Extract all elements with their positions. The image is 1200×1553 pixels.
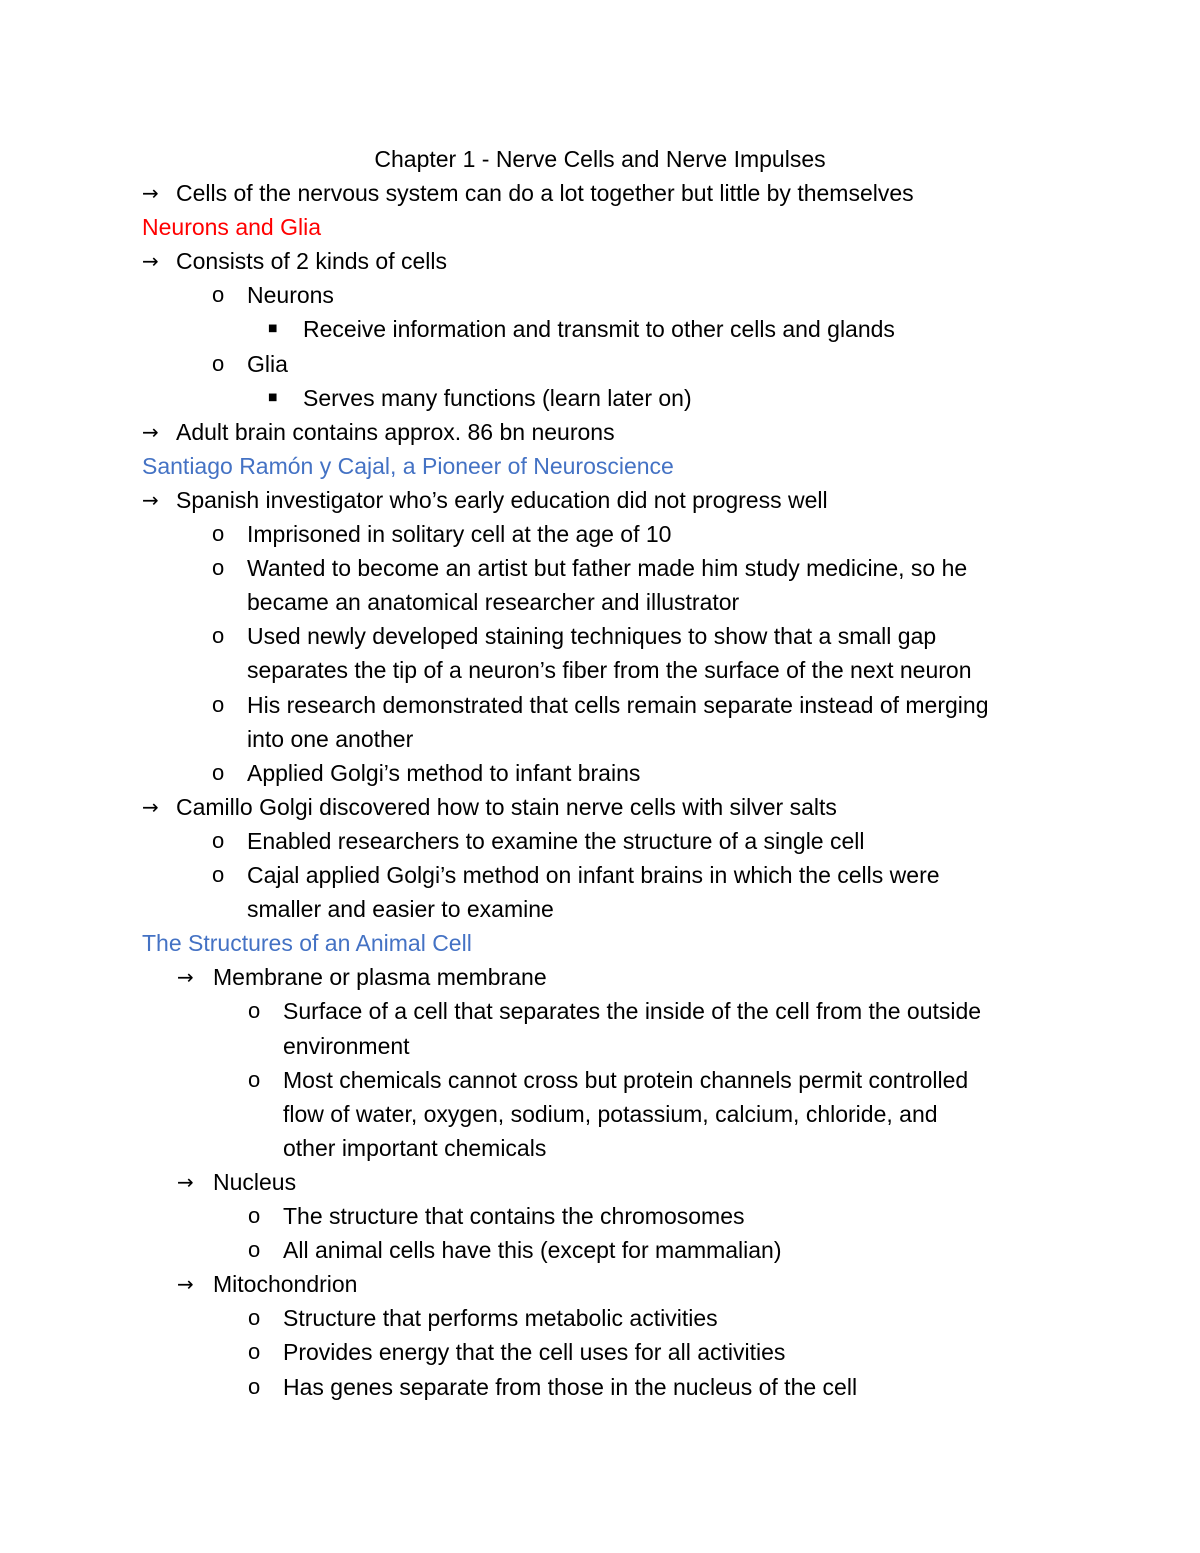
list-item-text: Neurons	[247, 282, 334, 309]
list-item-text: environment	[283, 1032, 410, 1059]
list-item-text: into one another	[247, 725, 414, 752]
list-item	[0, 824, 1200, 858]
list-item-text: Most chemicals cannot cross but protein channels permit controlled	[283, 1066, 969, 1093]
circle-bullet-icon: o	[212, 282, 225, 308]
circle-bullet-icon: o	[212, 350, 225, 376]
list-item-text: Membrane or plasma membrane	[213, 964, 547, 991]
circle-bullet-icon: o	[212, 691, 225, 717]
circle-bullet-icon: o	[212, 862, 225, 887]
list-item-text: smaller and easier to examine	[247, 896, 554, 923]
section-heading	[0, 926, 1200, 960]
list-item-text: Consists of 2 kinds of cells	[176, 248, 448, 275]
circle-bullet-icon: o	[248, 1066, 261, 1092]
section-heading	[0, 449, 1200, 483]
document-title: Chapter 1 - Nerve Cells and Nerve Impulses	[374, 146, 826, 172]
list-item	[0, 1165, 1200, 1199]
circle-bullet-icon: o	[248, 1373, 261, 1399]
list-item	[0, 892, 1200, 926]
list-item-text: All animal cells have this (except for mammalian)	[283, 1237, 782, 1264]
list-item	[0, 722, 1200, 756]
circle-bullet-icon: o	[212, 623, 225, 649]
list-item	[0, 347, 1200, 381]
square-bullet-icon: ■	[268, 323, 278, 335]
list-item	[0, 551, 1200, 585]
list-item-text: Nucleus	[213, 1168, 297, 1195]
list-item	[0, 790, 1200, 824]
list-item-text: Spanish investigator who’s early education did not progress well	[176, 486, 828, 513]
arrow-bullet-icon: →	[177, 1272, 194, 1297]
list-item-text: Serves many functions (learn later on)	[303, 384, 692, 411]
list-item	[0, 1029, 1200, 1063]
arrow-bullet-icon: →	[142, 249, 159, 274]
list-item-text: Cells of the nervous system can do a lot together but little by themselves	[176, 180, 914, 206]
list-item-text: Cajal applied Golgi’s method on infant brains in which the cells were	[247, 862, 940, 888]
list-item	[0, 415, 1200, 449]
list-item-text: Receive information and transmit to other cells and glands	[303, 316, 895, 343]
circle-bullet-icon: o	[248, 1339, 261, 1365]
circle-bullet-icon: o	[212, 759, 225, 785]
circle-bullet-icon: o	[212, 827, 225, 853]
list-item	[0, 381, 1200, 415]
list-item	[0, 585, 1200, 619]
list-item	[0, 1063, 1200, 1097]
list-item	[0, 858, 1200, 892]
square-bullet-icon: ■	[268, 391, 278, 403]
list-item	[0, 483, 1200, 517]
list-item-text: Imprisoned in solitary cell at the age of 10	[247, 521, 672, 547]
arrow-bullet-icon: →	[142, 487, 159, 512]
list-item-text: separates the tip of a neuron’s fiber from the surface of the next neuron	[247, 657, 972, 684]
list-item-text: Enabled researchers to examine the structure of a single cell	[247, 827, 865, 854]
list-item-text: Applied Golgi’s method to infant brains	[247, 759, 641, 786]
circle-bullet-icon: o	[248, 1237, 261, 1263]
list-item-text: Camillo Golgi discovered how to stain nerve cells with silver salts	[176, 793, 837, 820]
circle-bullet-icon: o	[248, 1305, 261, 1331]
list-item-text: Adult brain contains approx. 86 bn neurons	[176, 418, 615, 445]
arrow-bullet-icon: →	[142, 794, 159, 819]
list-item	[0, 653, 1200, 687]
list-item	[0, 1199, 1200, 1233]
circle-bullet-icon: o	[248, 1203, 261, 1228]
arrow-bullet-icon: →	[142, 419, 159, 444]
list-item-text: became an anatomical researcher and illustrator	[247, 589, 740, 616]
list-item	[0, 278, 1200, 312]
list-item	[0, 1131, 1200, 1165]
list-item-text: Used newly developed staining techniques to show that a small gap	[247, 623, 937, 650]
list-item	[0, 244, 1200, 278]
list-item-text: Provides energy that the cell uses for all activities	[283, 1339, 786, 1366]
list-item	[0, 517, 1200, 551]
list-item	[0, 756, 1200, 790]
section-heading-text: The Structures of an Animal Cell	[142, 930, 472, 957]
arrow-bullet-icon: →	[177, 965, 194, 990]
section-heading	[0, 210, 1200, 244]
list-item	[0, 1370, 1200, 1404]
list-item	[0, 1335, 1200, 1369]
list-item-text: Has genes separate from those in the nucleus of the cell	[283, 1373, 858, 1400]
list-item-text: other important chemicals	[283, 1134, 547, 1161]
list-item-text: Mitochondrion	[213, 1271, 358, 1298]
circle-bullet-icon: o	[212, 521, 225, 546]
arrow-bullet-icon: →	[142, 181, 159, 205]
circle-bullet-icon: o	[248, 998, 261, 1024]
list-item-text: Structure that performs metabolic activities	[283, 1305, 718, 1332]
arrow-bullet-icon: →	[177, 1169, 194, 1194]
list-item	[0, 994, 1200, 1028]
list-item	[0, 1233, 1200, 1267]
list-item-text: Glia	[247, 350, 288, 377]
list-item-text: His research demonstrated that cells remain separate instead of merging	[247, 691, 989, 718]
list-item-text: The structure that contains the chromosomes	[283, 1203, 745, 1229]
list-item	[0, 312, 1200, 346]
list-item	[0, 688, 1200, 722]
list-item-text: Wanted to become an artist but father made him study medicine, so he	[247, 555, 968, 582]
circle-bullet-icon: o	[212, 555, 225, 581]
section-heading-text: Neurons and Glia	[142, 214, 321, 241]
list-item-text: Surface of a cell that separates the inside of the cell from the outside	[283, 998, 982, 1025]
list-item	[0, 1267, 1200, 1301]
list-item	[0, 1097, 1200, 1131]
list-item	[0, 176, 1200, 210]
section-heading-text: Santiago Ramón y Cajal, a Pioneer of Neuroscience	[142, 452, 674, 479]
list-item	[0, 1301, 1200, 1335]
list-item-text: flow of water, oxygen, sodium, potassium, calcium, chloride, and	[283, 1100, 938, 1127]
list-item	[0, 619, 1200, 653]
list-item	[0, 960, 1200, 994]
